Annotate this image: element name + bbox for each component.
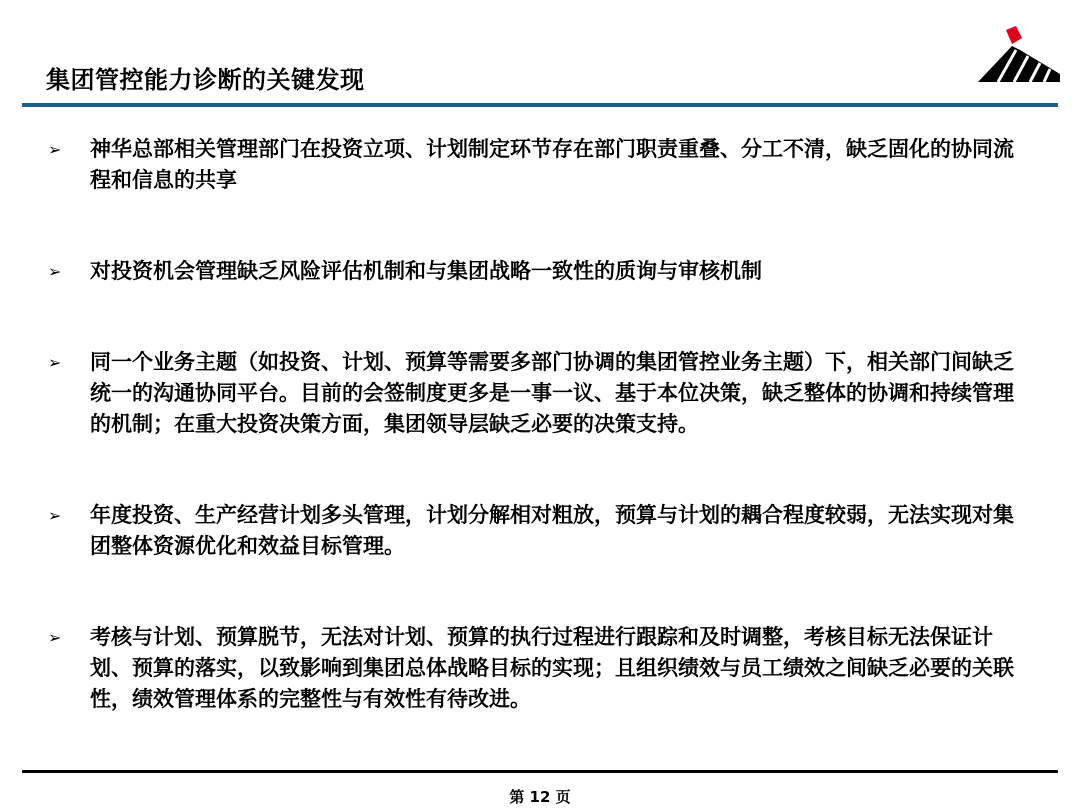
list-item bbox=[44, 134, 1034, 196]
list-item-text: 神华总部相关管理部门在投资立项、计划制定环节存在部门职责重叠、分工不清，缺乏固化的协同流程和信息的共享 bbox=[90, 137, 1014, 192]
list-item-text: 同一个业务主题（如投资、计划、预算等需要多部门协调的集团管控业务主题）下，相关部门间缺乏统一的沟通协同平台。目前的会签制度更多是一事一议、基于本位决策，缺乏整体的协调和持续管理的机制；在重大投资决策方面，集团领导层缺乏必要的决策支持。 bbox=[90, 350, 1014, 436]
arrow-bullet-icon: ➢ bbox=[48, 506, 62, 525]
mountain-logo-icon bbox=[976, 24, 1062, 88]
page-title: 集团管控能力诊断的关键发现 bbox=[46, 66, 365, 94]
arrow-bullet-icon: ➢ bbox=[48, 628, 62, 647]
findings-list bbox=[44, 134, 1034, 715]
list-item-text: 年度投资、生产经营计划多头管理，计划分解相对粗放，预算与计划的耦合程度较弱，无法实现对集团整体资源优化和效益目标管理。 bbox=[90, 503, 1014, 558]
list-item bbox=[44, 622, 1034, 715]
page-number: 第 12 页 bbox=[509, 788, 571, 806]
list-item bbox=[44, 347, 1034, 440]
list-item-text: 对投资机会管理缺乏风险评估机制和与集团战略一致性的质询与审核机制 bbox=[90, 259, 762, 283]
arrow-bullet-icon: ➢ bbox=[48, 140, 62, 159]
logo-peak bbox=[1006, 26, 1022, 44]
list-item bbox=[44, 500, 1034, 562]
arrow-bullet-icon: ➢ bbox=[48, 262, 62, 281]
arrow-bullet-icon: ➢ bbox=[48, 353, 62, 372]
list-item bbox=[44, 256, 1034, 287]
list-item-text: 考核与计划、预算脱节，无法对计划、预算的执行过程进行跟踪和及时调整，考核目标无法保证计划、预算的落实，以致影响到集团总体战略目标的实现；且组织绩效与员工绩效之间缺乏必要的关联性，绩效管理体系的完整性与有效性有待改进。 bbox=[90, 625, 1014, 711]
title-divider bbox=[22, 103, 1058, 107]
footer-divider bbox=[22, 770, 1058, 773]
